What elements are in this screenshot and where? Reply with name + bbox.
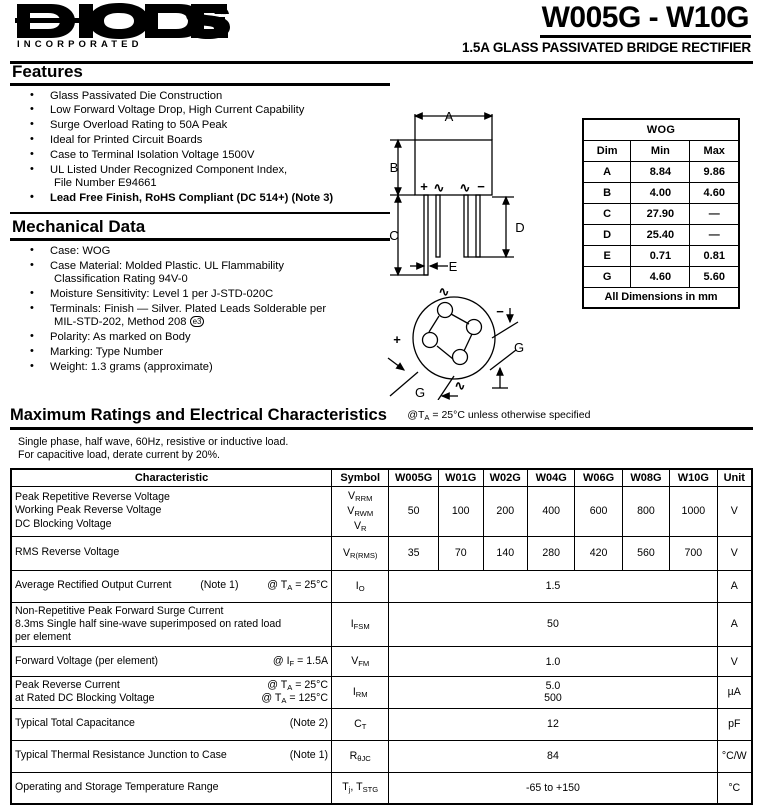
row-unit: pF — [717, 708, 752, 740]
row-unit: V — [717, 486, 752, 536]
row-value: 700 — [670, 536, 717, 570]
char-text: at Rated DC Blocking Voltage — [15, 692, 155, 705]
row-unit: A — [717, 602, 752, 647]
dim-cell: C — [583, 203, 631, 224]
row-characteristic — [11, 486, 332, 536]
features-divider — [10, 83, 390, 86]
row-characteristic — [11, 740, 332, 772]
list-item: • Ideal for Printed Circuit Boards — [30, 134, 390, 147]
char-condition: @ $T_A = 25^\circ C$ — [267, 679, 329, 693]
list-item: • Case Material: Molded Plastic. UL Flammability Classification Rating 94V-0 — [30, 260, 390, 287]
col-header-w08g: W08G — [622, 469, 669, 486]
row-symbol — [332, 486, 389, 536]
ratings-notes — [10, 436, 753, 462]
char-line: DC Blocking Voltage — [15, 517, 112, 530]
value-line: 5.0 — [545, 680, 561, 693]
row-value: 600 — [575, 486, 622, 536]
row-characteristic — [11, 772, 332, 804]
table-row — [11, 740, 752, 772]
row-unit: V — [717, 536, 752, 570]
diodes-logo — [15, 2, 230, 48]
dim-table-title: WOG — [583, 119, 739, 140]
row-value-span: 1.5 — [389, 570, 717, 602]
col-header-w10g: W10G — [670, 469, 717, 486]
table-row — [11, 772, 752, 804]
dimension-table-wrapper — [582, 118, 750, 309]
dim-cell: 9.86 — [690, 161, 739, 182]
row-value: 560 — [622, 536, 669, 570]
bottom-mark-ac-bot: ∿ — [454, 378, 466, 393]
ratings-divider — [10, 427, 753, 430]
row-value: 35 — [389, 536, 439, 570]
row-symbol: $T_j$, $T_{STG}$ — [332, 772, 389, 804]
row-value-span: 50 — [389, 602, 717, 647]
mechanical-title-row — [10, 212, 390, 241]
list-item-continuation: MIL-STD-202, Method 208 e3 — [50, 316, 390, 329]
dim-label-G-left: G — [414, 385, 426, 400]
table-header-row — [11, 469, 752, 486]
table-row — [583, 266, 739, 287]
row-value: 70 — [438, 536, 483, 570]
char-line: Working Peak Reverse Voltage — [15, 504, 162, 517]
col-header-w005g: W005G — [389, 469, 439, 486]
col-header-w04g: W04G — [528, 469, 575, 486]
ratings-note-line: For capacitive load, derate current by 20%. — [18, 449, 220, 461]
char-note: (Note 1) — [289, 749, 329, 762]
dim-cell: A — [583, 161, 631, 182]
row-symbol: $V_{FM}$ — [332, 647, 389, 677]
dimension-table — [582, 118, 740, 309]
symbol-line: $V_{RWM}$ — [347, 504, 374, 518]
dim-label-E: E — [448, 259, 458, 274]
row-value-span: -65 to +150 — [389, 772, 717, 804]
pin-mark-ac1: ∿ — [433, 180, 445, 195]
char-text: Typical Thermal Resistance Junction to Case — [15, 749, 227, 762]
char-condition: @ $T_A = 25^\circ C$ — [267, 579, 329, 593]
col-header-characteristic: Characteristic — [11, 469, 332, 486]
mechanical-divider — [10, 238, 390, 241]
value-line: 500 — [544, 692, 562, 705]
char-text: Typical Total Capacitance — [15, 717, 135, 730]
row-characteristic — [11, 570, 332, 602]
dim-col-header: Dim — [583, 140, 631, 161]
ratings-condition: $@T_A = 25^\circ C$ unless otherwise specified — [407, 409, 591, 422]
char-line: Operating and Storage Temperature Range — [15, 781, 219, 794]
list-item: • Terminals: Finish — Silver. Plated Leads Solderable per MIL-STD-202, Method 208 e3 — [30, 303, 390, 330]
dim-label-A: A — [444, 109, 454, 124]
row-characteristic — [11, 677, 332, 708]
row-value-span: 1.0 — [389, 647, 717, 677]
row-symbol: $V_{R(RMS)}$ — [332, 536, 389, 570]
dim-col-header: Min — [631, 140, 690, 161]
list-item-continuation: File Number E94661 — [54, 177, 157, 190]
char-line: Peak Repetitive Reverse Voltage — [15, 491, 170, 504]
table-row — [583, 245, 739, 266]
row-value: 420 — [575, 536, 622, 570]
logo-incorporated-text: INCORPORATED — [17, 39, 143, 48]
symbol-line: $V_{RRM}$ — [348, 489, 373, 503]
list-item: • Moisture Sensitivity: Level 1 per J-STD-020C — [30, 288, 390, 301]
row-characteristic — [11, 708, 332, 740]
char-line — [15, 717, 328, 730]
symbol-line: $V_R$ — [353, 519, 367, 533]
table-row — [583, 182, 739, 203]
list-item: • Low Forward Voltage Drop, High Current Capability — [30, 104, 390, 117]
dim-cell: D — [583, 224, 631, 245]
char-note: (Note 1) — [200, 579, 239, 592]
dim-cell: 4.00 — [631, 182, 690, 203]
row-unit: A — [717, 570, 752, 602]
row-characteristic — [11, 602, 332, 647]
table-row — [11, 677, 752, 708]
col-header-w01g: W01G — [438, 469, 483, 486]
char-condition: @ $T_A = 125^\circ C$ — [261, 692, 329, 706]
row-value: 140 — [483, 536, 528, 570]
dim-label-B: B — [389, 160, 399, 175]
row-value-span — [389, 677, 717, 708]
dim-cell: 5.60 — [690, 266, 739, 287]
list-item: • Case: WOG — [30, 245, 390, 258]
list-item: • Weight: 1.3 grams (approximate) — [30, 361, 390, 374]
char-line: 8.3ms Single half sine-wave superimposed on rated load — [15, 617, 282, 630]
row-value: 400 — [528, 486, 575, 536]
table-row — [583, 287, 739, 308]
bottom-mark-minus: − — [496, 304, 504, 319]
char-line — [15, 579, 328, 592]
table-row — [11, 647, 752, 677]
char-condition: @ $I_F = 1.5A$ — [272, 655, 329, 668]
package-drawing-svg — [382, 100, 582, 400]
e3-lead-free-icon: e3 — [190, 316, 205, 327]
dim-cell: 4.60 — [631, 266, 690, 287]
char-text: Peak Reverse Current — [15, 679, 120, 692]
ratings-title: Maximum Ratings and Electrical Characteristics — [10, 406, 387, 424]
dim-cell: 25.40 — [631, 224, 690, 245]
col-header-symbol: Symbol — [332, 469, 389, 486]
char-note: (Note 2) — [289, 717, 329, 730]
char-line: RMS Reverse Voltage — [15, 546, 120, 559]
row-characteristic — [11, 647, 332, 677]
dim-cell: 0.81 — [690, 245, 739, 266]
row-value: 800 — [622, 486, 669, 536]
row-value: 1000 — [670, 486, 717, 536]
pin-mark-ac2: ∿ — [459, 180, 471, 195]
dim-cell: E — [583, 245, 631, 266]
row-unit: µA — [717, 677, 752, 708]
list-item: • Case to Terminal Isolation Voltage 1500V — [30, 149, 390, 162]
row-symbol: $I_O$ — [332, 570, 389, 602]
list-item: • Surge Overload Rating to 50A Peak — [30, 119, 390, 132]
dim-cell: B — [583, 182, 631, 203]
features-title: Features — [12, 62, 83, 81]
table-row — [11, 602, 752, 647]
list-item: • Glass Passivated Die Construction — [30, 90, 390, 103]
row-symbol: $R_{\theta JC}$ — [332, 740, 389, 772]
row-unit: °C — [717, 772, 752, 804]
row-symbol: $I_{FSM}$ — [332, 602, 389, 647]
list-item: • UL Listed Under Recognized Component Index, File Number E94661 — [30, 164, 390, 191]
row-symbol: $I_{RM}$ — [332, 677, 389, 708]
row-value: 100 — [438, 486, 483, 536]
char-text: Forward Voltage (per element) — [15, 655, 159, 667]
row-value: 280 — [528, 536, 575, 570]
row-value-span: 84 — [389, 740, 717, 772]
dim-cell: 8.84 — [631, 161, 690, 182]
left-column — [10, 62, 390, 376]
dim-table-footer: All Dimensions in mm — [583, 287, 739, 308]
mechanical-title: Mechanical Data — [12, 217, 146, 237]
ratings-table-wrapper — [10, 468, 753, 805]
bottom-mark-ac-top: ∿ — [438, 284, 450, 299]
ratings-note-line: Single phase, half wave, 60Hz, resistive or inductive load. — [18, 436, 289, 448]
char-text: Average Rectified Output Current — [15, 579, 172, 592]
col-header-w02g: W02G — [483, 469, 528, 486]
dim-cell: — — [690, 224, 739, 245]
col-header-unit: Unit — [717, 469, 752, 486]
list-item: • Polarity: As marked on Body — [30, 331, 390, 344]
dim-cell: 0.71 — [631, 245, 690, 266]
list-item: • Lead Free Finish, RoHS Compliant (DC 514+) (Note 3) — [30, 192, 390, 205]
dim-cell: 4.60 — [690, 182, 739, 203]
features-list — [10, 90, 390, 206]
part-subtitle: 1.5A GLASS PASSIVATED BRIDGE RECTIFIER — [462, 40, 751, 55]
table-row — [583, 224, 739, 245]
pin-mark-plus: + — [420, 179, 428, 194]
char-line: Non-Repetitive Peak Forward Surge Current — [15, 604, 224, 617]
dim-cell: — — [690, 203, 739, 224]
bottom-mark-plus: + — [393, 332, 401, 347]
char-line — [15, 679, 328, 692]
dim-label-D: D — [515, 220, 525, 235]
char-line — [15, 655, 328, 668]
svg-text:™: ™ — [220, 12, 226, 18]
dim-cell: G — [583, 266, 631, 287]
col-header-w06g: W06G — [575, 469, 622, 486]
row-unit: V — [717, 647, 752, 677]
package-outline-drawing — [382, 100, 582, 400]
mechanical-list — [10, 245, 390, 375]
row-value: 50 — [389, 486, 439, 536]
part-number-block — [462, 2, 751, 56]
char-line: per element — [15, 630, 71, 643]
table-row — [11, 708, 752, 740]
table-row — [11, 486, 752, 536]
ratings-heading-block — [10, 406, 753, 462]
char-line — [15, 749, 328, 762]
dim-cell: 27.90 — [631, 203, 690, 224]
page-header — [10, 0, 753, 58]
char-line — [15, 692, 328, 705]
row-symbol: $C_T$ — [332, 708, 389, 740]
table-row — [583, 119, 739, 140]
diodes-logo-icon — [15, 2, 230, 48]
table-row — [583, 161, 739, 182]
pin-mark-minus: − — [477, 179, 485, 194]
row-unit: °C/W — [717, 740, 752, 772]
dim-col-header: Max — [690, 140, 739, 161]
ratings-table — [10, 468, 753, 805]
row-value-span: 12 — [389, 708, 717, 740]
list-item-continuation: Classification Rating 94V-0 — [54, 273, 188, 286]
part-number: W005G - W10G — [540, 2, 751, 38]
table-row — [583, 140, 739, 161]
dim-label-C: C — [389, 228, 399, 243]
mechanical-top-divider — [10, 212, 390, 215]
table-row — [11, 570, 752, 602]
list-item: • Marking: Type Number — [30, 346, 390, 359]
row-value: 200 — [483, 486, 528, 536]
table-row — [583, 203, 739, 224]
row-characteristic — [11, 536, 332, 570]
table-row — [11, 536, 752, 570]
dim-label-G-right: G — [513, 340, 525, 355]
